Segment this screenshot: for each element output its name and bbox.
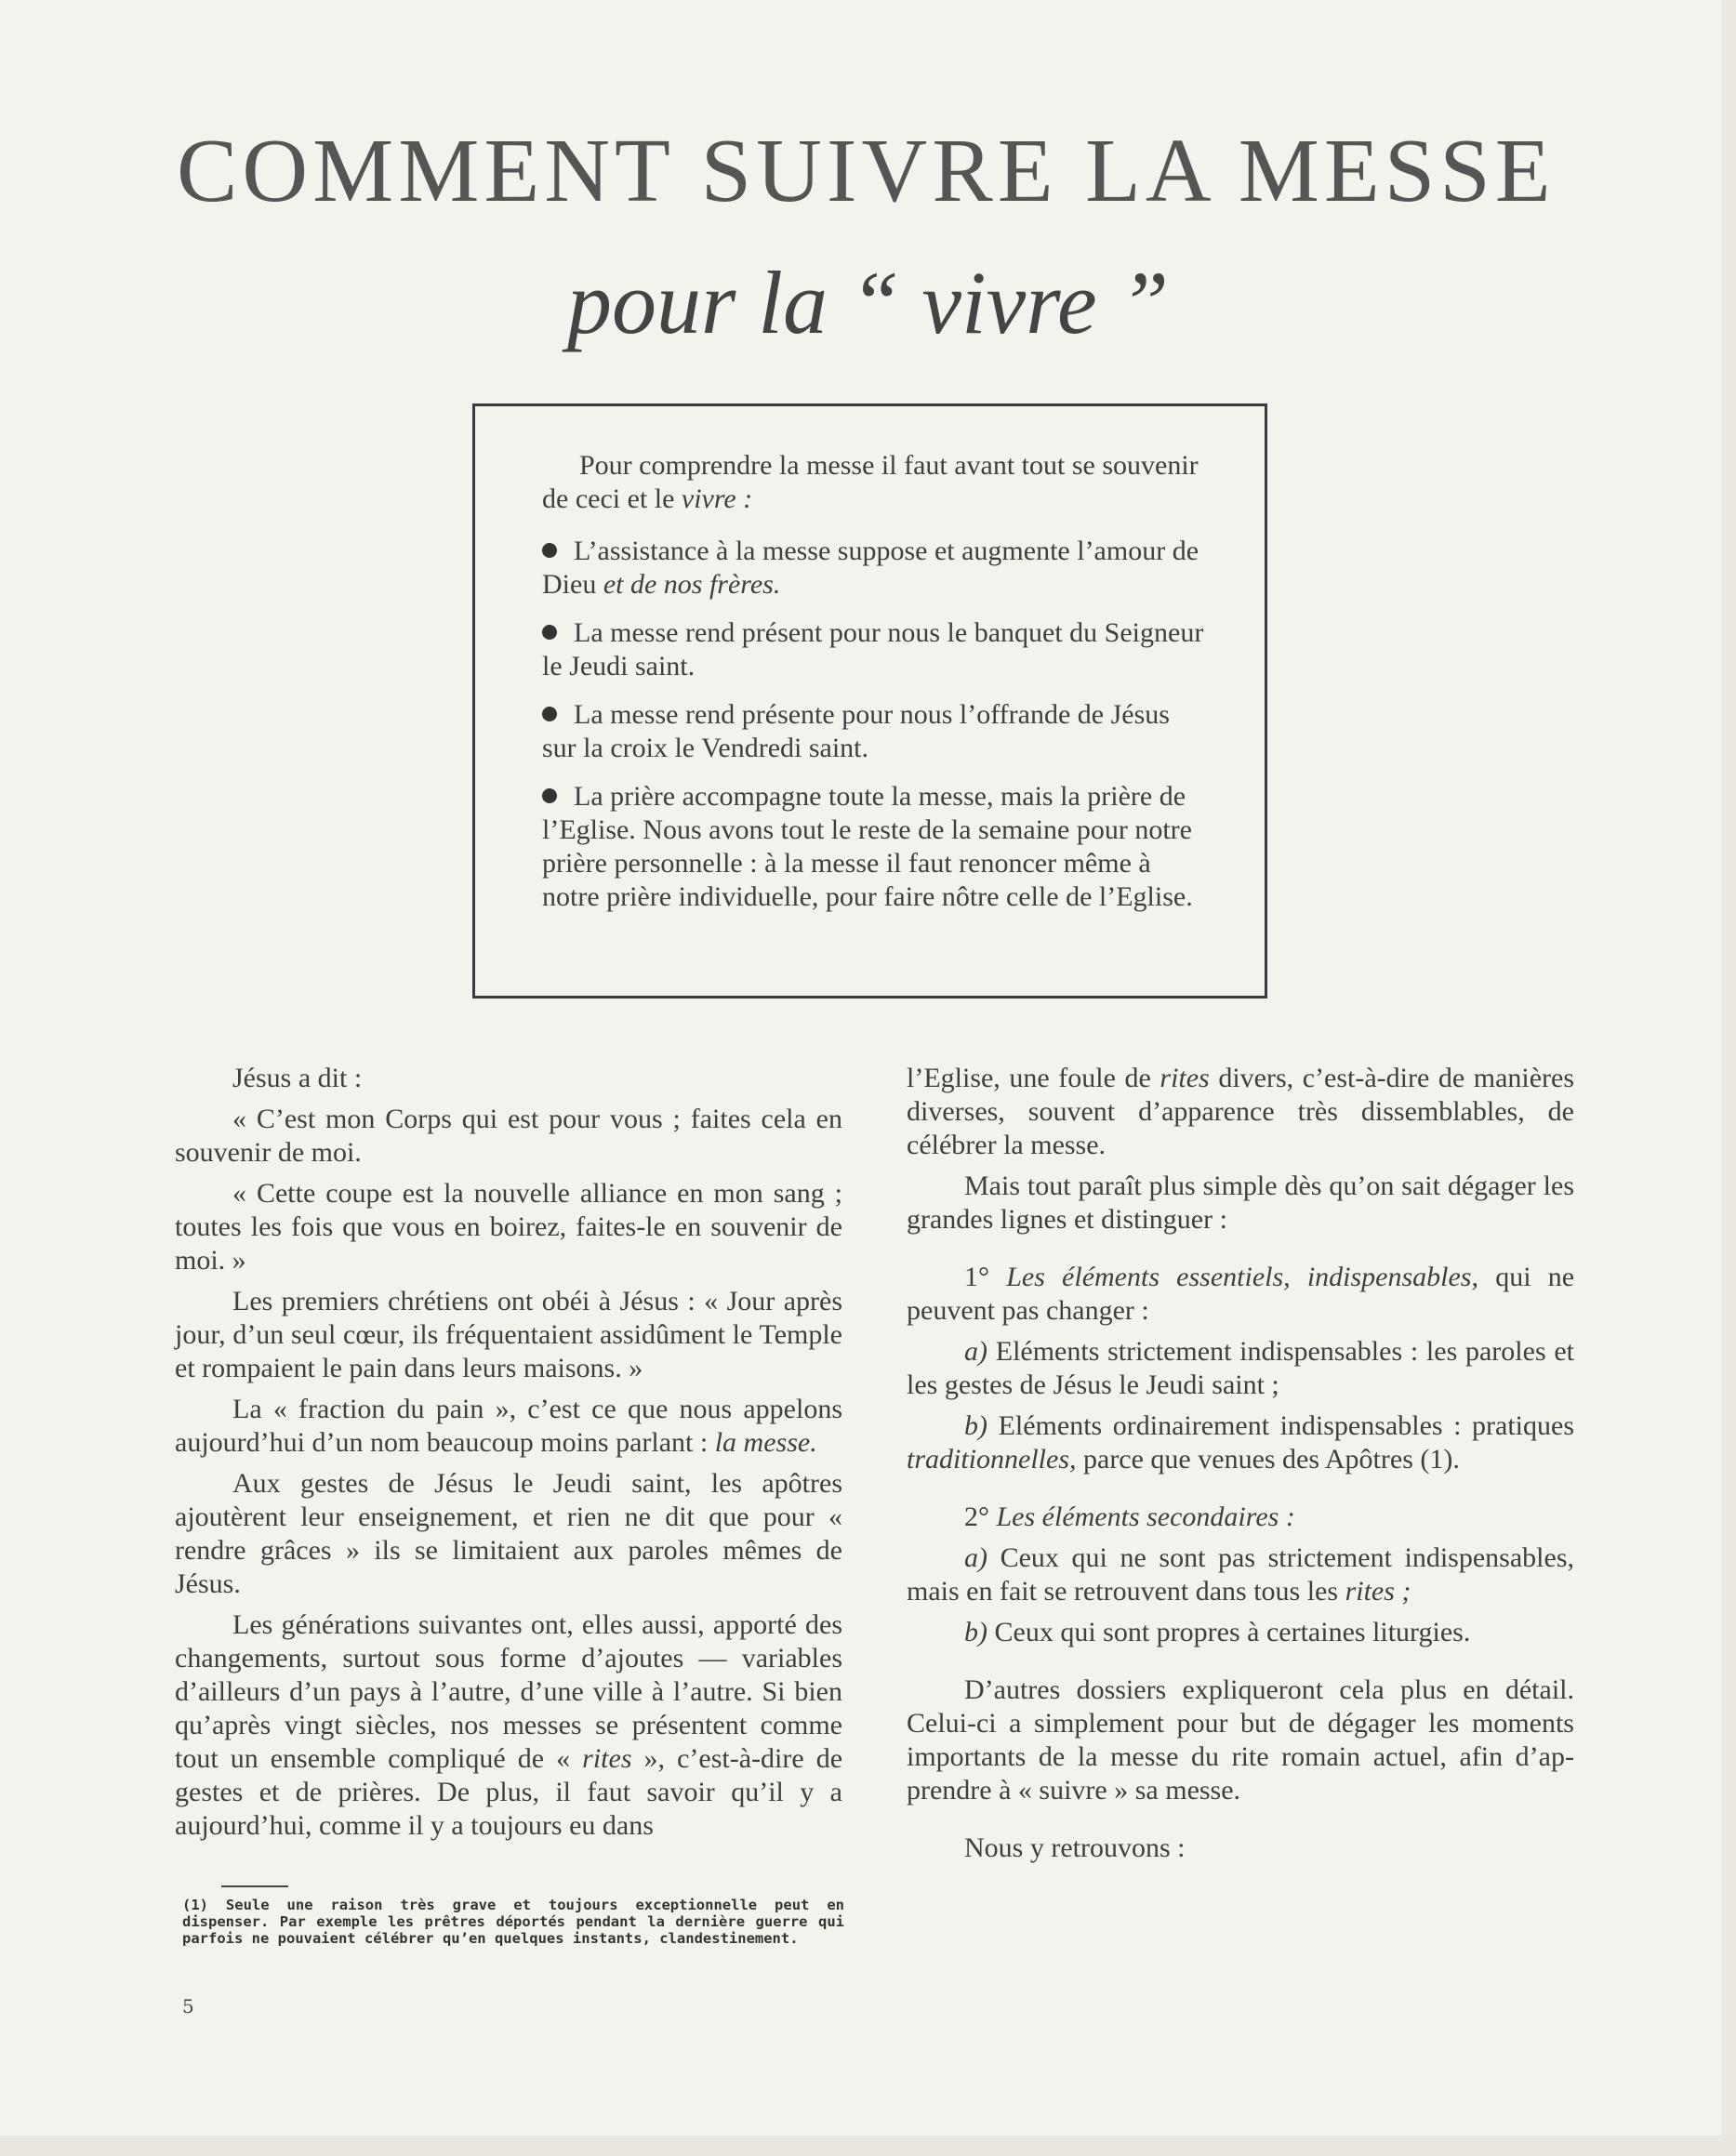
page-subtitle: pour la “ vivre ”: [566, 253, 1170, 352]
right-column: [907, 1062, 1574, 1872]
bullet-icon: [542, 625, 557, 640]
list-item: a) Ceux qui ne sont pas strictement indispensables, mais en fait se retrouvent dans tous les rites ;: [907, 1542, 1574, 1607]
paragraph: Mais tout paraît plus simple dès qu’on sait dégager les grandes lignes et distinguer :: [907, 1171, 1574, 1235]
paragraph: « Cette coupe est la nouvelle alliance en mon sang ; toutes les fois que vous en boirez, faites-le en souvenir de moi. »: [175, 1178, 842, 1276]
box-item: La messe rend présente pour nous l’offrande de Jésus sur la croix le Vendredi saint.: [542, 699, 1170, 763]
paragraph: Les générations suivantes ont, elles aussi, apporté des changements, surtout sous forme d’ajoutes — variables d’ailleurs d’un pays à l’autre, d’une ville à l’autre. Si bien qu’après vingt siècles, nos messes se présentent comme tout un ensemble compliqué de « rites », c’est-à-dire de gestes et de prières. De plus, il faut savoir qu’il y a aujourd’hui, comme il y a toujours eu dans: [175, 1609, 843, 1841]
box-item: La messe rend présent pour nous le banquet du Seigneur le Jeudi saint.: [542, 617, 1204, 681]
page-title: COMMENT SUIVRE LA MESSE: [177, 121, 1556, 221]
page-number: 5: [182, 1995, 194, 2017]
footnote: (1) Seule une raison très grave et toujours exceptionnelle peut en dispenser. Par exemple les prêtres déportés pendant la dernière guerre qui parfois ne pouvaient célébrer qu’en quelques instants, clandestinement.: [182, 1897, 844, 1947]
summary-box: [472, 403, 1267, 999]
paragraph: Aux gestes de Jésus le Jeudi saint, les apôtres ajoutèrent leur enseignement, et rien ne dit que pour « rendre grâces » ils se limitaient aux paroles mêmes de Jésus.: [175, 1468, 842, 1599]
box-item: La prière accompagne toute la messe, mais la prière de l’Eglise. Nous avons tout le reste de la semaine pour notre prière personnelle : à la messe il faut renoncer même à notre prière individuelle, pour faire nôtre celle de l’Eglise.: [542, 781, 1193, 912]
paragraph: Les premiers chrétiens ont obéi à Jésus : « Jour après jour, d’un seul cœur, ils fréquentaient assidûment le Temple et rompaient le pain dans leurs maisons. »: [175, 1286, 842, 1383]
paragraph: « C’est mon Corps qui est pour vous ; faites cela en souvenir de moi.: [175, 1104, 842, 1168]
section-heading: 2° Les éléments secondaires :: [964, 1501, 1295, 1532]
list-item: a) Eléments strictement indispensables : les paroles et les gestes de Jésus le Jeudi saint ;: [907, 1336, 1575, 1400]
paragraph: l’Eglise, une foule de rites divers, c’est-à-dire de manières diverses, souvent d’apparence très dissemblables, de célébrer la messe.: [907, 1063, 1575, 1160]
page-bottom-edge: [0, 2136, 1736, 2156]
bullet-icon: [542, 543, 557, 558]
box-item: L’assistance à la messe suppose et augmente l’amour de Dieu et de nos frères.: [542, 536, 1199, 600]
section-heading: 1° Les éléments essentiels, indispensables, qui ne peuvent pas changer :: [907, 1262, 1575, 1326]
bullet-icon: [542, 707, 557, 721]
paragraph: Nous y retrouvons :: [964, 1832, 1186, 1863]
left-column: [175, 1062, 842, 1850]
box-intro: Pour comprendre la messe il faut avant tout se souvenir de ceci et le vivre :: [542, 450, 1199, 514]
bullet-icon: [542, 788, 557, 803]
paragraph: La « fraction du pain », c’est ce que nous appelons aujourd’hui d’un nom beaucoup moins parlant : la messe.: [175, 1394, 842, 1458]
list-item: b) Ceux qui sont propres à certaines liturgies.: [964, 1617, 1471, 1647]
footnote-rule: [221, 1885, 288, 1887]
paragraph: D’autres dossiers expliqueront cela plus en détail. Celui-ci a simplement pour but de dégager les moments importants de la messe du rite romain actuel, afin d’apprendre à « suivre » sa messe.: [907, 1674, 1574, 1805]
list-item: b) Eléments ordinairement indispensables : pratiques traditionnelles, parce que venues des Apôtres (1).: [907, 1410, 1574, 1475]
paragraph: Jésus a dit :: [232, 1063, 363, 1093]
